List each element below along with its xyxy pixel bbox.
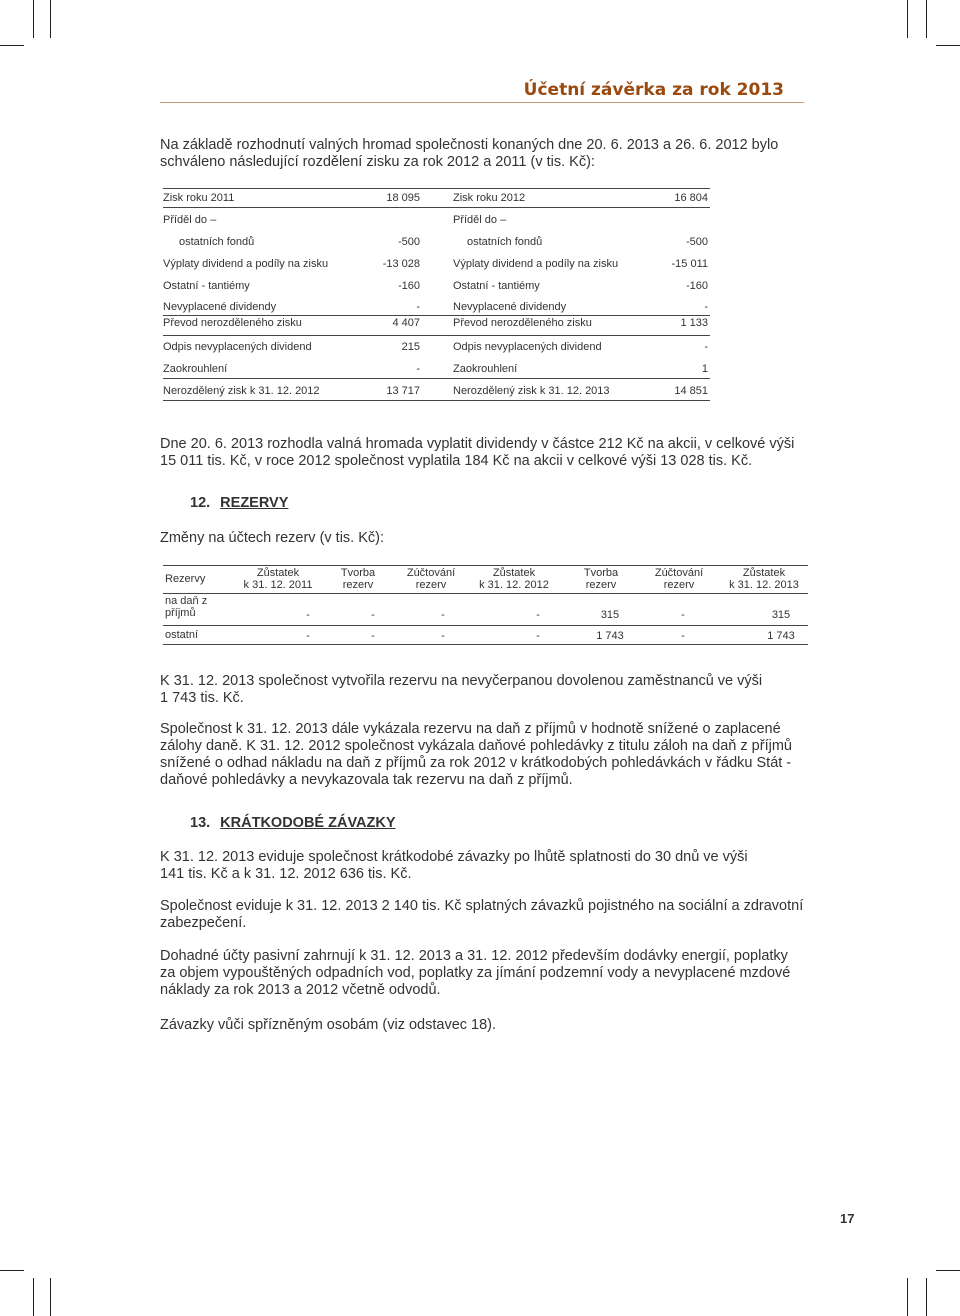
text-line: Na základě rozhodnutí valných hromad společnosti konaných dne 20. 6. 2013 a 26. 6. 2012 bylo — [160, 137, 779, 153]
column-header: Zůstatek k 31. 12. 2011 — [243, 567, 313, 591]
section-heading — [190, 495, 288, 511]
text-line: Závazky vůči spřízněným osobám (viz odstavec 18). — [160, 1017, 497, 1033]
right-value: -15 011 — [671, 258, 708, 270]
liabilities-paragraph-2 — [160, 898, 814, 932]
text-line: náklady za rok 2013 a 2012 včetně odvodů. — [160, 982, 441, 998]
left-value: - — [416, 363, 420, 375]
table-cell: - — [536, 609, 540, 621]
table-rule — [163, 207, 710, 208]
reserves-paragraph-2 — [160, 721, 814, 789]
text-line: daňové pohledávky a nevykazovala tak rezervu na daň z příjmů. — [160, 772, 573, 788]
text-line: zabezpečení. — [160, 915, 247, 931]
table-rule — [163, 315, 710, 316]
crop-mark — [936, 1270, 960, 1271]
text-line: snížené o odhad nákladu na daň z příjmů za rok 2012 v krátkodobých pohledávkách v řádku Stát - — [160, 755, 792, 771]
text-line: Dne 20. 6. 2013 rozhodla valná hromada vyplatit dividendy v částce 212 Kč na akcii, v celkové výši — [160, 436, 795, 452]
right-value: 14 851 — [674, 385, 708, 397]
left-label: Příděl do – — [163, 214, 217, 226]
section-number: 13. — [190, 815, 211, 831]
crop-mark — [33, 0, 34, 38]
right-value: -160 — [685, 280, 708, 292]
table-cell: - — [371, 609, 375, 621]
column-header: Zúčtování rezerv — [654, 567, 704, 591]
table-row — [163, 258, 710, 272]
text-line: 1 743 tis. Kč. — [160, 690, 244, 706]
table-rule — [163, 625, 808, 626]
row-label: ostatní — [165, 629, 199, 641]
right-value: - — [704, 301, 708, 313]
table-cell: - — [306, 609, 310, 621]
text-line: K 31. 12. 2013 eviduje společnost krátkodobé závazky po lhůtě splatnosti do 30 dnů ve výši — [160, 849, 748, 865]
table-row — [163, 317, 710, 331]
table-row — [163, 192, 710, 206]
liabilities-paragraph-1 — [160, 849, 814, 883]
left-value: -13 028 — [382, 258, 420, 270]
row-label: na daň z příjmů — [165, 595, 208, 619]
crop-mark — [907, 0, 908, 38]
table-cell: 1 743 — [596, 630, 624, 642]
left-label: Výplaty dividend a podíly na zisku — [163, 258, 329, 270]
table-row — [163, 385, 710, 399]
text-line: Změny na účtech rezerv (v tis. Kč): — [160, 530, 385, 546]
section-title: REZERVY — [220, 495, 289, 511]
liabilities-paragraph-4 — [160, 1017, 814, 1034]
right-label: Nerozdělený zisk k 31. 12. 2013 — [453, 385, 610, 397]
text-line: Dohadné účty pasivní zahrnují k 31. 12. 2013 a 31. 12. 2012 především dodávky energií, poplatky — [160, 948, 788, 964]
table-rule — [163, 378, 710, 379]
left-value: -160 — [397, 280, 420, 292]
section-heading — [190, 815, 396, 831]
left-label: Nerozdělený zisk k 31. 12. 2012 — [163, 385, 320, 397]
left-value: -500 — [397, 236, 420, 248]
page-header-title: Účetní závěrka za rok 2013 — [523, 80, 784, 100]
text-line: zálohy daně. K 31. 12. 2012 společnost vykázala daňové pohledávky z titulu záloh na daň z příjmů — [160, 738, 792, 754]
reserves-intro — [160, 530, 814, 547]
crop-mark — [0, 45, 24, 46]
text-line: schváleno následující rozdělení zisku za rok 2012 a 2011 (v tis. Kč): — [160, 154, 595, 170]
table-cell: - — [371, 630, 375, 642]
text-line: 15 011 tis. Kč, v roce 2012 společnost vyplatila 184 Kč na akcii v celkové výši 13 028 tis. Kč. — [160, 453, 753, 469]
right-value: 1 — [701, 363, 708, 375]
text-line: za objem vypouštěných odpadních vod, poplatky za jímání podzemní vody a nevyplacené mzdové — [160, 965, 791, 981]
crop-mark — [0, 1270, 24, 1271]
column-header: Tvorba rezerv — [340, 567, 376, 591]
row-header: Rezervy — [165, 573, 206, 585]
table-rule — [163, 565, 808, 566]
right-label: ostatních fondů — [467, 236, 543, 248]
table-cell: 315 — [771, 609, 791, 621]
left-label: Odpis nevyplacených dividend — [163, 341, 312, 353]
table-cell: - — [441, 609, 445, 621]
crop-mark — [50, 0, 51, 38]
crop-mark — [926, 0, 927, 38]
right-value: - — [704, 341, 708, 353]
table-cell: - — [306, 630, 310, 642]
table-row — [163, 236, 710, 250]
left-label: Nevyplacené dividendy — [163, 301, 277, 313]
crop-mark — [926, 1278, 927, 1316]
crop-mark — [33, 1278, 34, 1316]
left-label: Zisk roku 2011 — [163, 192, 235, 204]
page-number: 17 — [840, 1211, 855, 1226]
crop-mark — [936, 45, 960, 46]
right-label: Výplaty dividend a podíly na zisku — [453, 258, 619, 270]
left-label: ostatních fondů — [179, 236, 255, 248]
table-rule — [163, 400, 710, 401]
right-label: Nevyplacené dividendy — [453, 301, 567, 313]
column-header: Zůstatek k 31. 12. 2012 — [479, 567, 549, 591]
column-header: Zúčtování rezerv — [406, 567, 456, 591]
left-value: 4 407 — [392, 317, 420, 329]
table-rule — [163, 335, 710, 336]
right-value: -500 — [685, 236, 708, 248]
text-line: 141 tis. Kč a k 31. 12. 2012 636 tis. Kč. — [160, 866, 412, 882]
column-header: Tvorba rezerv — [583, 567, 619, 591]
left-value: 13 717 — [386, 385, 420, 397]
section-title: KRÁTKODOBÉ ZÁVAZKY — [220, 815, 396, 831]
dividend-paragraph — [160, 436, 814, 470]
table-row — [163, 214, 710, 228]
liabilities-paragraph-3 — [160, 948, 814, 999]
table-row — [163, 341, 710, 355]
table-row — [163, 363, 710, 377]
right-value: 16 804 — [674, 192, 708, 204]
left-label: Zaokrouhlení — [163, 363, 228, 375]
column-header: Zůstatek k 31. 12. 2013 — [729, 567, 799, 591]
text-line: Společnost k 31. 12. 2013 dále vykázala rezervu na daň z příjmů v hodnotě snížené o zaplacené — [160, 721, 781, 737]
table-rule — [163, 593, 808, 594]
right-label: Příděl do – — [453, 214, 507, 226]
text-line: K 31. 12. 2013 společnost vytvořila rezervu na nevyčerpanou dovolenou zaměstnanců ve výši — [160, 673, 763, 689]
table-rule — [163, 644, 808, 645]
right-value: 1 133 — [680, 317, 708, 329]
table-cell: 315 — [600, 609, 620, 621]
left-value: 215 — [401, 341, 420, 353]
header-rule — [160, 102, 804, 103]
table-cell: - — [681, 630, 685, 642]
section-number: 12. — [190, 495, 211, 511]
crop-mark — [907, 1278, 908, 1316]
left-value: 18 095 — [386, 192, 420, 204]
left-value: - — [416, 301, 420, 313]
right-label: Převod nerozděleného zisku — [453, 317, 592, 329]
right-label: Zaokrouhlení — [453, 363, 518, 375]
crop-mark — [50, 1278, 51, 1316]
right-label: Zisk roku 2012 — [453, 192, 526, 204]
left-label: Ostatní - tantiémy — [163, 280, 250, 292]
table-row — [163, 301, 710, 315]
table-cell: 1 743 — [767, 630, 795, 642]
text-line: Společnost eviduje k 31. 12. 2013 2 140 tis. Kč splatných závazků pojistného na sociální a zdravotní — [160, 898, 804, 914]
right-label: Ostatní - tantiémy — [453, 280, 540, 292]
table-cell: - — [681, 609, 685, 621]
table-rule — [163, 188, 710, 189]
table-cell: - — [441, 630, 445, 642]
table-row — [163, 280, 710, 294]
table-cell: - — [536, 630, 540, 642]
intro-paragraph — [160, 137, 814, 171]
left-label: Převod nerozděleného zisku — [163, 317, 302, 329]
reserves-paragraph-1 — [160, 673, 814, 707]
right-label: Odpis nevyplacených dividend — [453, 341, 602, 353]
